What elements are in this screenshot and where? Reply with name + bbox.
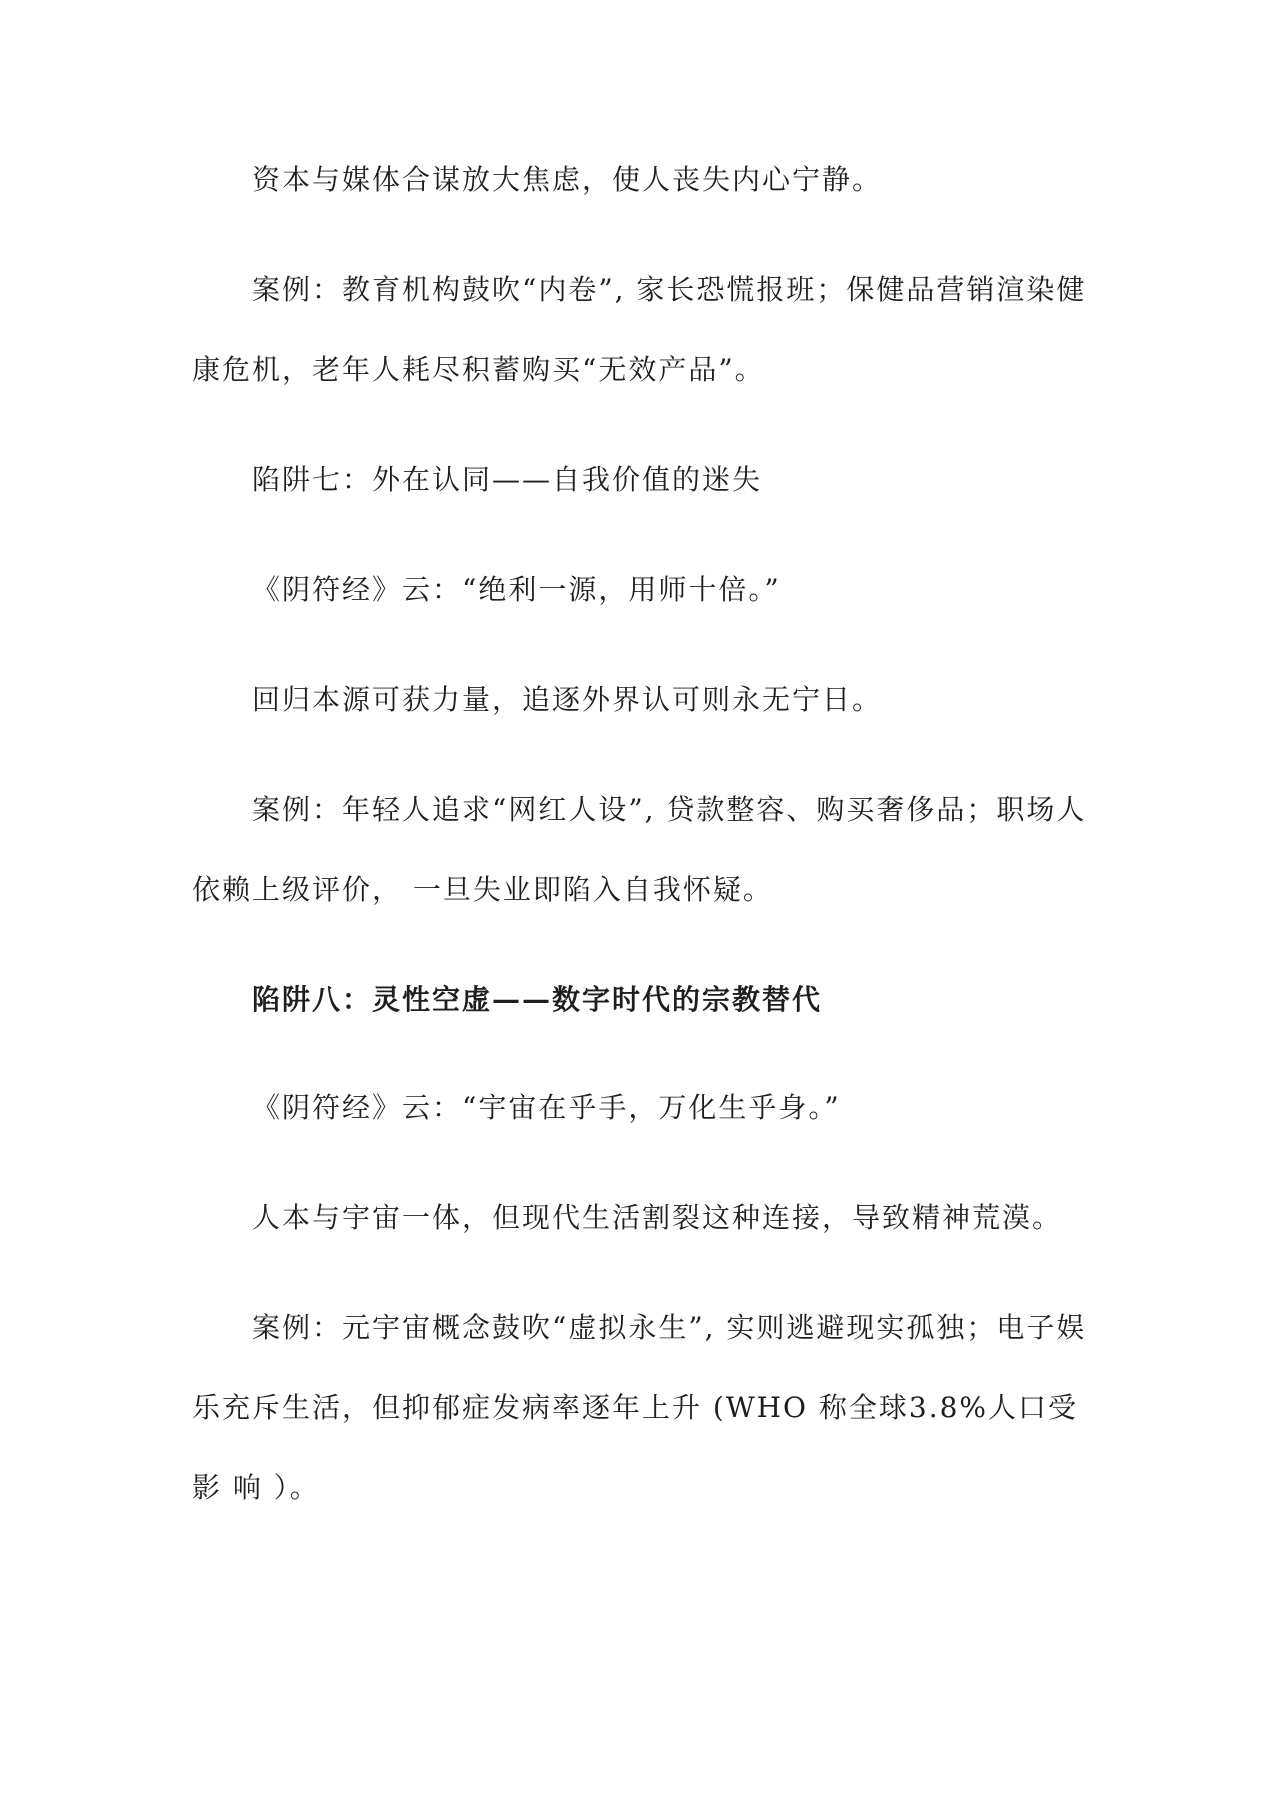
paragraph-line: 案例：年轻人追求“网红人设”, 贷款整容、购买奢侈品；职场人	[252, 793, 1087, 826]
paragraph-line: 案例：元宇宙概念鼓吹“虚拟永生”, 实则逃避现实孤独；电子娱	[252, 1311, 1087, 1344]
paragraph-line: 依赖上级评价， 一旦失业即陷入自我怀疑。	[192, 873, 773, 906]
paragraph-line: 资本与媒体合谋放大焦虑，使人丧失内心宁静。	[252, 163, 883, 196]
paragraph-line: 人本与宇宙一体，但现代生活割裂这种连接，导致精神荒漠。	[252, 1201, 1063, 1234]
section-heading: 陷阱八：灵性空虚——数字时代的宗教替代	[252, 983, 823, 1016]
paragraph-line: 影 响 ）。	[192, 1471, 320, 1504]
paragraph-line: 乐充斥生活，但抑郁症发病率逐年上升 (WHO 称全球3.8%人口受	[192, 1391, 1079, 1424]
section-heading: 陷阱七：外在认同——自我价值的迷失	[252, 463, 763, 496]
quote-line: 《阴符经》云：“宇宙在乎手，万化生乎身。”	[252, 1091, 841, 1124]
paragraph-line: 康危机，老年人耗尽积蓄购买“无效产品”。	[192, 353, 765, 386]
paragraph-line: 案例：教育机构鼓吹“内卷”, 家长恐慌报班；保健品营销渲染健	[252, 273, 1087, 306]
quote-line: 《阴符经》云：“绝利一源，用师十倍。”	[252, 573, 781, 606]
paragraph-line: 回归本源可获力量，追逐外界认可则永无宁日。	[252, 683, 883, 716]
